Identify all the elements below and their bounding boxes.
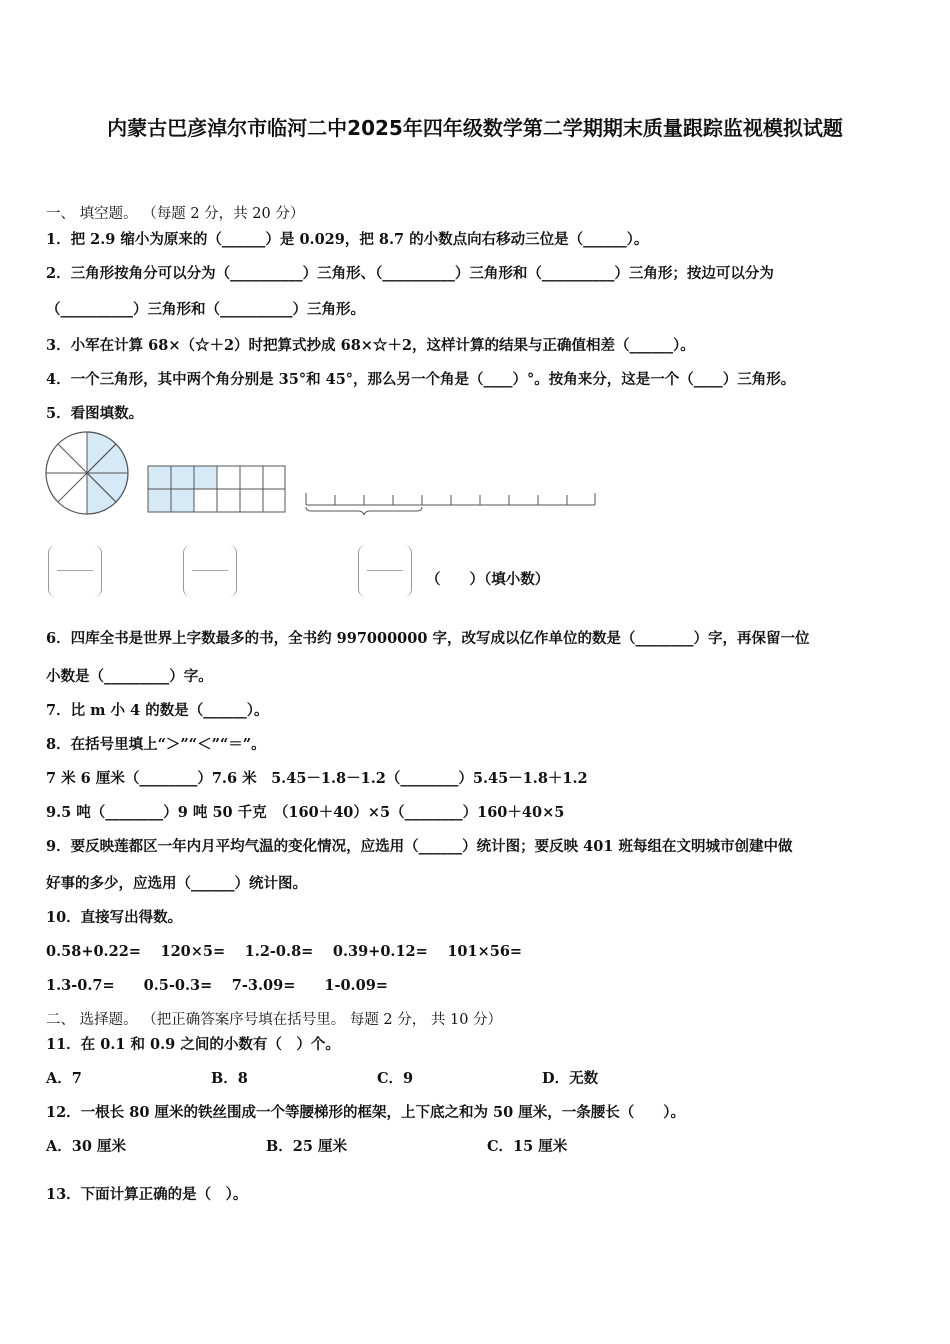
q11-option-a[interactable]: A．7 bbox=[46, 1070, 82, 1087]
answer-box-segment[interactable] bbox=[358, 545, 412, 597]
question-5-fill-hint: （ ）（填小数） bbox=[426, 571, 550, 588]
fraction-circle-figure bbox=[44, 430, 130, 516]
question-6-line-2: 小数是（_________）字。 bbox=[46, 668, 213, 685]
segment-line-figure bbox=[303, 488, 599, 518]
question-9-line-1: 9．要反映莲都区一年内月平均气温的变化情况，应选用（______）统计图；要反映 401 班每组在文明城市创建中做 bbox=[46, 838, 793, 855]
question-2-line-1: 2．三角形按角分可以分为（__________）三角形、（__________）三角形和（__________）三角形；按边可以分为 bbox=[46, 265, 774, 282]
answer-box-circle[interactable] bbox=[48, 545, 102, 597]
grid-cell-shaded bbox=[171, 489, 194, 512]
grid-cell-shaded bbox=[171, 466, 194, 489]
q11-option-b[interactable]: B．8 bbox=[211, 1070, 248, 1087]
question-8-row-2: 9.5 吨（________）9 吨 50 千克 （160＋40）×5（________）160＋40×5 bbox=[46, 804, 565, 821]
question-9-line-2: 好事的多少，应选用（______）统计图。 bbox=[46, 875, 307, 892]
question-8: 8．在括号里填上“＞”“＜”“＝”。 bbox=[46, 736, 266, 753]
q12-option-b[interactable]: B．25 厘米 bbox=[266, 1138, 347, 1155]
q12-option-c[interactable]: C．15 厘米 bbox=[487, 1138, 568, 1155]
answer-box-grid[interactable] bbox=[183, 545, 237, 597]
question-13: 13．下面计算正确的是（ ）。 bbox=[46, 1186, 248, 1203]
q12-option-a[interactable]: A．30 厘米 bbox=[46, 1138, 126, 1155]
q11-option-d[interactable]: D．无数 bbox=[542, 1070, 599, 1087]
page-title: 内蒙古巴彦淖尔市临河二中2025年四年级数学第二学期期末质量跟踪监视模拟试题 bbox=[107, 116, 843, 140]
question-5: 5．看图填数。 bbox=[46, 405, 144, 422]
question-10-row-2: 1.3-0.7= 0.5-0.3= 7-3.09= 1-0.09= bbox=[46, 977, 388, 994]
section1-header: 一、 填空题。 （每题 2 分，共 20 分） bbox=[46, 206, 305, 222]
question-4: 4．一个三角形，其中两个角分别是 35°和 45°，那么另一个角是（____）°。按角来分，这是一个（____）三角形。 bbox=[46, 371, 796, 388]
question-2-line-2: （__________）三角形和（__________）三角形。 bbox=[46, 301, 365, 318]
question-10: 10．直接写出得数。 bbox=[46, 909, 183, 926]
question-10-row-1: 0.58+0.22= 120×5= 1.2-0.8= 0.39+0.12= 101×56= bbox=[46, 943, 523, 960]
section2-header: 二、 选择题。 （把正确答案序号填在括号里。 每题 2 分， 共 10 分） bbox=[46, 1012, 503, 1028]
grid-cell-shaded bbox=[194, 466, 217, 489]
question-6-line-1: 6．四库全书是世界上字数最多的书，全书约 997000000 字，改写成以亿作单位的数是（________）字，再保留一位 bbox=[46, 630, 810, 647]
fraction-grid-figure bbox=[147, 465, 287, 515]
question-11: 11．在 0.1 和 0.9 之间的小数有（ ）个。 bbox=[46, 1036, 340, 1053]
question-8-row-1: 7 米 6 厘米（________）7.6 米 5.45－1.8－1.2（________）5.45－1.8＋1.2 bbox=[46, 770, 588, 787]
grid-cell-shaded bbox=[148, 489, 171, 512]
segment-brace bbox=[306, 507, 422, 515]
question-7: 7．比 m 小 4 的数是（______）。 bbox=[46, 702, 269, 719]
question-12: 12．一根长 80 厘米的铁丝围成一个等腰梯形的框架，上下底之和为 50 厘米，一条腰长（ ）。 bbox=[46, 1104, 685, 1121]
grid-cell-shaded bbox=[148, 466, 171, 489]
question-3: 3．小军在计算 68×（☆＋2）时把算式抄成 68×☆＋2，这样计算的结果与正确值相差（______）。 bbox=[46, 337, 695, 354]
question-1: 1．把 2.9 缩小为原来的（______）是 0.029，把 8.7 的小数点向右移动三位是（______）。 bbox=[46, 231, 649, 248]
q11-option-c[interactable]: C．9 bbox=[377, 1070, 414, 1087]
